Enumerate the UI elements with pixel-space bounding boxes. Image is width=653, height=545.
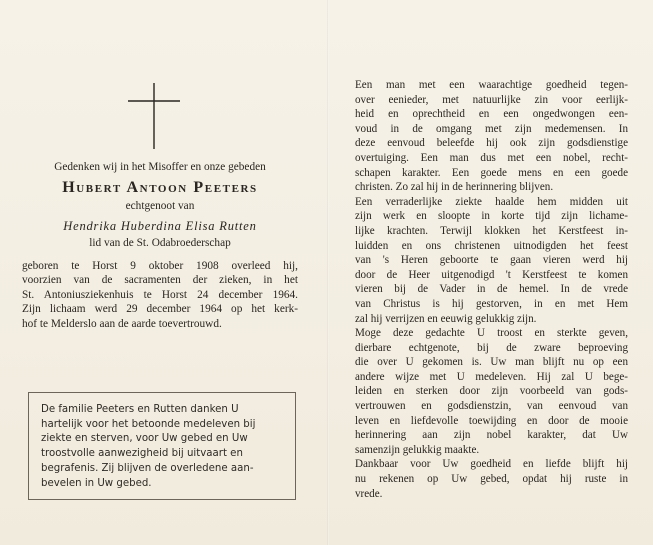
spouse-name: Hendrika Huberdina Elisa Rutten — [63, 218, 257, 233]
text-line: die over U gekomen is. Uw man blijft nu op een — [355, 356, 628, 369]
thanks-line: begrafenis. Zij blijven de overledene aan- — [41, 462, 254, 474]
cross-icon — [128, 83, 180, 149]
text-line: voud in de omgang met zijn medemensen. In — [355, 122, 628, 135]
text-line: Een verraderlijke ziekte haalde hem midden uit — [355, 195, 628, 208]
thanks-line: hartelijk voor het betoonde medeleven bij — [41, 418, 256, 430]
thanks-line: troostvolle aanwezigheid bij uitvaart en — [41, 448, 243, 460]
text-line: vertrouwen en godsdienstzin, van eenvoud van — [355, 400, 628, 413]
text-line: zal hij verrijzen en eeuwig gelukkig zijn. — [355, 312, 537, 325]
text-line: Een man met een waarachtige goedheid tegen- — [355, 79, 628, 91]
text-line: luidden en ons christenen uitnodigden het feest — [355, 239, 628, 252]
text-line: overtuiging. Een man dus met een nobel, recht- — [355, 151, 628, 164]
text-line: leven en liefdevolle toewijding en door de mooie — [355, 414, 628, 427]
bio-line: hof te Melderslo aan de aarde toevertrouwd. — [22, 317, 222, 330]
text-line: schapen karakter. Een goede mens en een goede — [355, 166, 628, 179]
text-line: nu rekenen op Uw gebed, opdat hij ruste in — [355, 473, 628, 486]
text-line: andere wijze met U medeleven. Hij zal U bege- — [355, 370, 628, 383]
thanks-line: ziekte en sterven, voor Uw gebed en Uw — [41, 433, 248, 445]
right-column — [355, 78, 628, 501]
text-line: zijn werk en sloopte in korte tijd zijn lichame- — [355, 210, 628, 223]
text-line: vrede. — [355, 487, 383, 500]
text-line: van 's Heren geboorte te gaan vieren werd hij — [355, 254, 628, 267]
text-line: heid en oprechtheid en een ongedwongen een- — [355, 108, 628, 121]
intro-text: Gedenken wij in het Misoffer en onze gebeden — [54, 161, 266, 173]
biography — [22, 259, 298, 332]
left-column — [22, 160, 298, 331]
text-line: Moge deze gedachte U troost en sterkte geven, — [355, 327, 628, 340]
text-line: dierbare echtgenote, bij de zware beproeving — [355, 341, 628, 354]
text-line: samenzijn gelukkig maakte. — [355, 443, 480, 456]
bio-line: geboren te Horst 9 oktober 1908 overleed hij, — [22, 259, 298, 272]
text-line: van Christus is hij gestorven, in en met Hem — [355, 297, 628, 310]
thanks-line: De familie Peeters en Rutten danken U — [41, 404, 239, 415]
relation-text: echtgenoot van — [125, 200, 195, 212]
text-line: leiden en sterken door zijn voorbeeld van gods- — [355, 385, 628, 398]
membership-text: lid van de St. Odabroederschap — [89, 237, 231, 249]
text-line: lijke krachten. Terwijl klokken het Kerstfeest in- — [355, 224, 628, 237]
text-line: herinnering aan zijn nobel karakter, dat Uw — [355, 429, 628, 442]
bio-line: St. Antoniusziekenhuis te Horst 24 december 1964. — [22, 288, 298, 301]
bio-line: Zijn lichaam werd 29 december 1964 op het kerk- — [22, 303, 298, 315]
bio-line: voorzien van de sacramenten der zieken, in het — [22, 274, 298, 286]
center-fold — [327, 0, 329, 545]
deceased-name: Hubert Antoon Peeters — [62, 178, 258, 196]
text-line: vieren bij de Vader in de hemel. In de vrede — [355, 283, 628, 296]
thanks-line: bevelen in Uw gebed. — [41, 477, 152, 489]
text-line: Dankbaar voor Uw goedheid en liefde blijft hij — [355, 458, 628, 471]
text-line: over eenieder, met natuurlijke zin voor eerlijk- — [355, 93, 628, 106]
text-line: door de Heer uitgenodigd 't Kerstfeest te komen — [355, 268, 628, 281]
text-line: deze eenvoud beleefde hij ook zijn godsdienstige — [355, 137, 628, 150]
text-line: christen. Zo zal hij in de herinnering blijven. — [355, 181, 554, 194]
thanks-box — [28, 392, 296, 500]
